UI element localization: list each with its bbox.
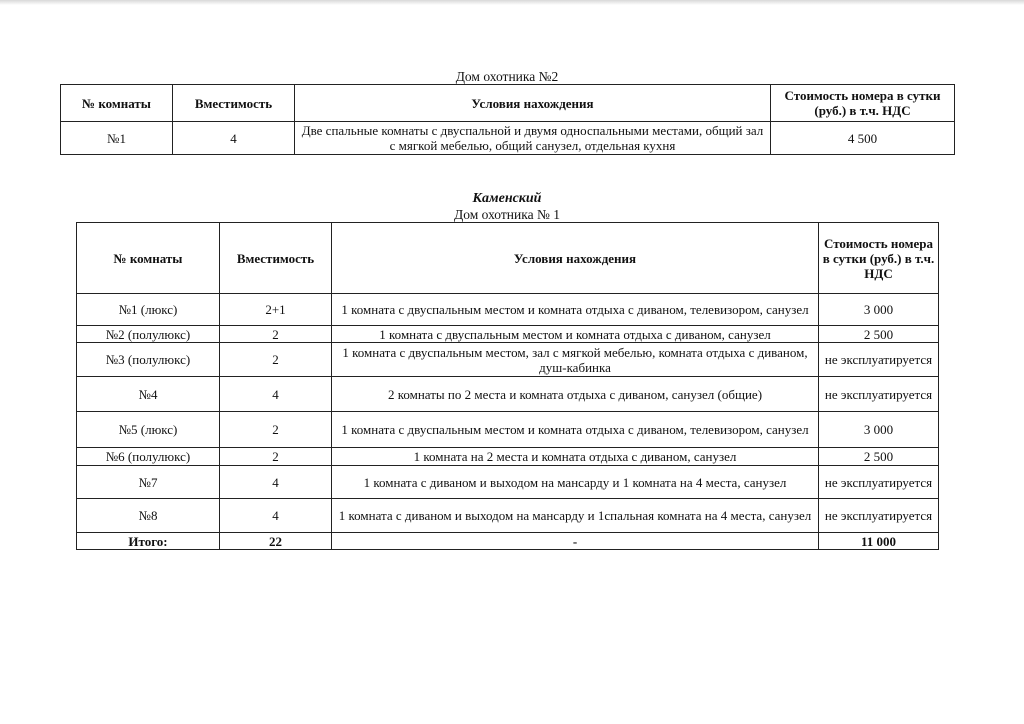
header-room: № комнаты — [77, 223, 220, 294]
conditions-cell: 1 комната на 2 места и комната отдыха с диваном, санузел — [332, 448, 819, 466]
price-cell: не эксплуатируется — [819, 377, 939, 412]
table-row — [77, 377, 939, 412]
lodge2-table — [60, 84, 955, 155]
total-row — [77, 533, 939, 550]
kamensky-table — [76, 222, 939, 550]
price-cell: 3 000 — [819, 412, 939, 448]
room-cell: №1 (люкс) — [77, 294, 220, 326]
conditions-cell: 1 комната с двуспальным местом, зал с мягкой мебелью, комната отдыха с диваном, душ-кабинка — [332, 343, 819, 377]
table-row — [77, 448, 939, 466]
total-price: 11 000 — [819, 533, 939, 550]
capacity-cell: 2 — [220, 448, 332, 466]
header-capacity: Вместимость — [173, 85, 295, 122]
capacity-cell: 4 — [173, 122, 295, 155]
room-cell: №7 — [77, 466, 220, 499]
price-cell: 2 500 — [819, 448, 939, 466]
table-row — [77, 466, 939, 499]
header-room: № комнаты — [61, 85, 173, 122]
price-cell: не эксплуатируется — [819, 466, 939, 499]
lodge2-caption: Дом охотника №2 — [455, 69, 559, 84]
room-cell: №5 (люкс) — [77, 412, 220, 448]
price-cell: 4 500 — [771, 122, 955, 155]
room-cell: №4 — [77, 377, 220, 412]
header-price: Стоимость номера в сутки (руб.) в т.ч. НДС — [819, 223, 939, 294]
room-cell: №2 (полулюкс) — [77, 326, 220, 343]
price-cell: не эксплуатируется — [819, 499, 939, 533]
conditions-cell: 1 комната с диваном и выходом на мансарду и 1спальная комната на 4 места, санузел — [332, 499, 819, 533]
conditions-cell: 1 комната с двуспальным местом и комната отдыха с диваном, телевизором, санузел — [332, 294, 819, 326]
kamensky-title: Каменский — [472, 191, 542, 206]
table-row — [77, 294, 939, 326]
capacity-cell: 4 — [220, 499, 332, 533]
kamensky-caption: Дом охотника № 1 — [454, 207, 560, 222]
table-row — [77, 326, 939, 343]
capacity-cell: 4 — [220, 466, 332, 499]
total-label: Итого: — [77, 533, 220, 550]
table-row — [77, 499, 939, 533]
total-capacity: 22 — [220, 533, 332, 550]
conditions-cell: 2 комнаты по 2 места и комната отдыха с диваном, санузел (общие) — [332, 377, 819, 412]
capacity-cell: 4 — [220, 377, 332, 412]
room-cell: №8 — [77, 499, 220, 533]
lodge2-header-row — [61, 85, 955, 122]
capacity-cell: 2 — [220, 343, 332, 377]
table-row — [77, 343, 939, 377]
price-cell: 3 000 — [819, 294, 939, 326]
header-price: Стоимость номера в сутки (руб.) в т.ч. НДС — [771, 85, 955, 122]
room-cell: №6 (полулюкс) — [77, 448, 220, 466]
conditions-cell: 1 комната с двуспальным местом и комната отдыха с диваном, телевизором, санузел — [332, 412, 819, 448]
scan-top-edge — [0, 0, 1024, 5]
capacity-cell: 2 — [220, 412, 332, 448]
kamensky-header-row — [77, 223, 939, 294]
header-conditions: Условия нахождения — [295, 85, 771, 122]
room-cell: №3 (полулюкс) — [77, 343, 220, 377]
price-cell: не эксплуатируется — [819, 343, 939, 377]
conditions-cell: 1 комната с диваном и выходом на мансарду и 1 комната на 4 места, санузел — [332, 466, 819, 499]
capacity-cell: 2 — [220, 326, 332, 343]
header-conditions: Условия нахождения — [332, 223, 819, 294]
total-conditions: - — [332, 533, 819, 550]
price-cell: 2 500 — [819, 326, 939, 343]
conditions-cell: 1 комната с двуспальным местом и комната отдыха с диваном, санузел — [332, 326, 819, 343]
table-row — [77, 412, 939, 448]
table-row — [61, 122, 955, 155]
conditions-cell: Две спальные комнаты с двуспальной и двумя односпальными местами, общий зал с мягкой мебелью, общий санузел, отдельная кухня — [295, 122, 771, 155]
header-capacity: Вместимость — [220, 223, 332, 294]
capacity-cell: 2+1 — [220, 294, 332, 326]
room-cell: №1 — [61, 122, 173, 155]
